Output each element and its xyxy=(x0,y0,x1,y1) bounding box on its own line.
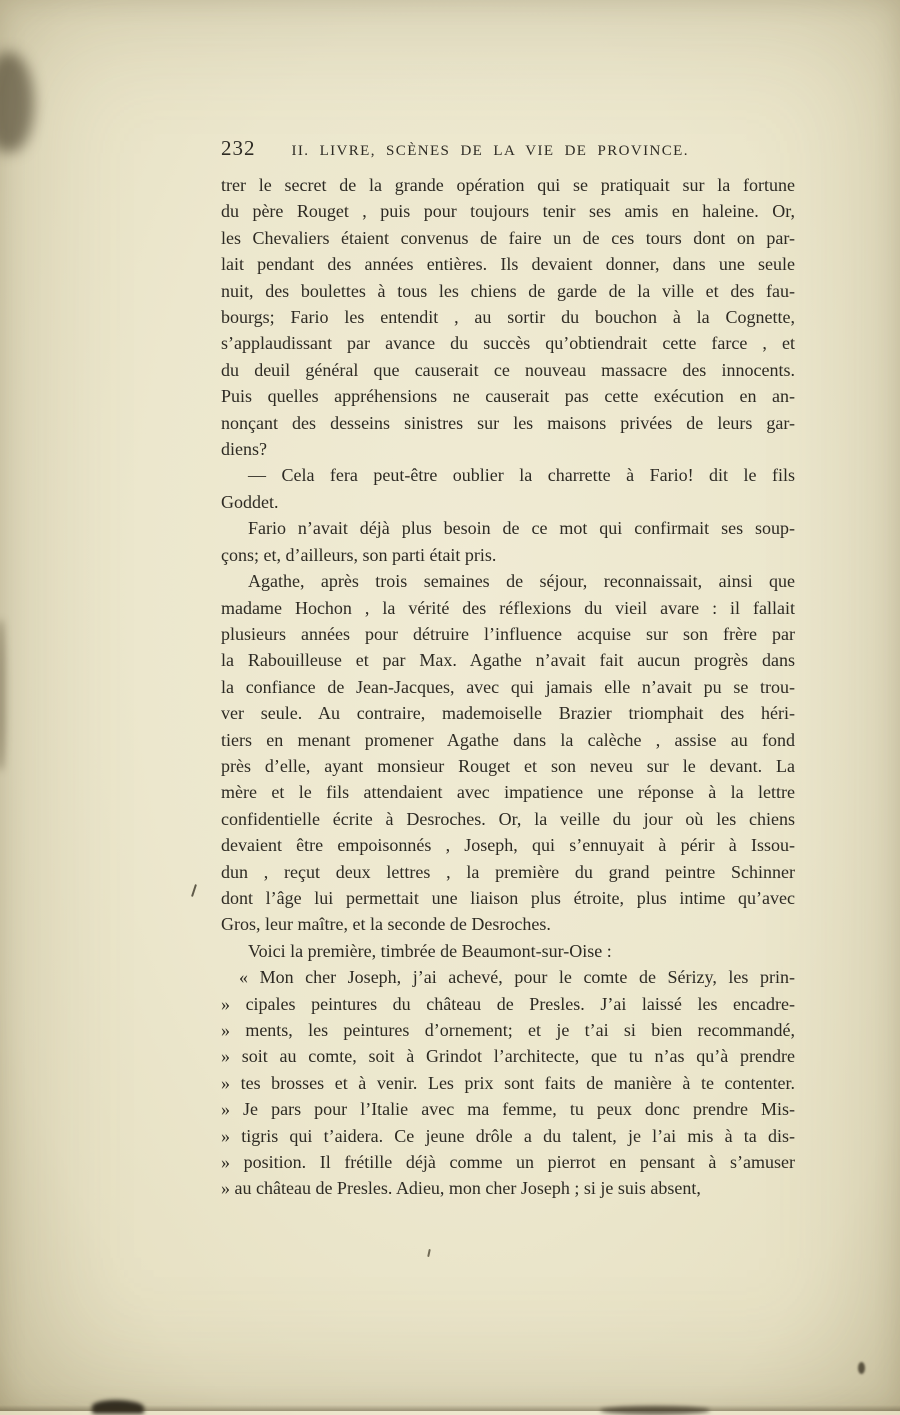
text-line: près d’elle, ayant monsieur Rouget et son neveu sur le devant. La xyxy=(221,755,795,776)
text-line: confidentielle écrite à Desroches. Or, la veille du jour où les chiens xyxy=(221,808,795,829)
text-line: bourgs; Fario les entendit , au sortir du bouchon à la Cognette, xyxy=(221,307,795,328)
text-line: nuit, des boulettes à tous les chiens de garde de la ville et des fau- xyxy=(221,280,795,301)
scan-artifact xyxy=(0,620,5,770)
text-line: dont l’âge lui permettait une liaison plus étroite, plus intime qu’avec xyxy=(221,887,795,908)
text-line: Agathe, après trois semaines de séjour, reconnaissait, ainsi que xyxy=(248,571,795,592)
text-line: diens? xyxy=(221,439,267,460)
paragraph xyxy=(221,964,795,1202)
text-line: » Je pars pour l’Italie avec ma femme, tu peux donc prendre Mis- xyxy=(221,1099,795,1120)
text-line: ver seule. Au contraire, mademoiselle Brazier triomphait des héri- xyxy=(221,703,795,724)
text-line: « Mon cher Joseph, j’ai achevé, pour le comte de Sérizy, les prin- xyxy=(239,967,795,988)
scan-artifact xyxy=(858,1362,865,1374)
text-line: s’applaudissant par avance du succès qu’obtiendrait cette farce , et xyxy=(221,333,795,354)
text-line: nonçant des desseins sinistres sur les maisons privées de leurs gar- xyxy=(221,412,795,433)
text-line: Puis quelles appréhensions ne causerait pas cette exécution en an- xyxy=(221,386,795,407)
text-line: Gros, leur maître, et la seconde de Desroches. xyxy=(221,914,551,935)
text-line: » soit au comte, soit à Grindot l’architecte, que tu n’as qu’à prendre xyxy=(221,1046,795,1067)
text-line: » ments, les peintures d’ornement; et je t’ai si bien recommandé, xyxy=(221,1020,795,1040)
scan-artifact xyxy=(191,884,197,897)
page-header xyxy=(221,136,793,161)
text-line: » tes brosses et à venir. Les prix sont faits de manière à te contenter. xyxy=(221,1072,795,1093)
paragraph xyxy=(221,172,795,462)
text-line: mère et le fils attendaient avec impatience une réponse à la lettre xyxy=(221,782,795,803)
text-line: la confiance de Jean-Jacques, avec qui jamais elle n’avait pu se trou- xyxy=(221,676,795,697)
text-line: la Rabouilleuse et par Max. Agathe n’avait fait aucun progrès dans xyxy=(221,650,795,671)
text-line: » au château de Presles. Adieu, mon cher Joseph ; si je suis absent, xyxy=(221,1178,701,1199)
paragraph xyxy=(221,515,795,568)
text-line: » cipales peintures du château de Presles. J’ai laissé les encadre- xyxy=(221,993,795,1014)
text-line: trer le secret de la grande opération qui se pratiquait sur la fortune xyxy=(221,175,795,195)
text-line: » tigris qui t’aidera. Ce jeune drôle a du talent, je l’ai mis à ta dis- xyxy=(221,1125,795,1146)
text-line: plusieurs années pour détruire l’influence acquise sur son frère par xyxy=(221,623,795,644)
text-line: — Cela fera peut-être oublier la charrette à Fario! dit le fils xyxy=(248,465,795,486)
scan-artifact xyxy=(0,1405,900,1411)
scan-artifact xyxy=(0,52,34,152)
text-line: tiers en menant promener Agathe dans la calèche , assise au fond xyxy=(221,729,795,750)
scan-artifact xyxy=(427,1249,431,1257)
text-line: Fario n’avait déjà plus besoin de ce mot qui confirmait ses soup- xyxy=(248,518,795,539)
paragraph xyxy=(221,568,795,938)
text-line: lait pendant des années entières. Ils devaient donner, dans une seule xyxy=(221,254,795,275)
page-number: 232 xyxy=(221,136,256,160)
text-line: les Chevaliers étaient convenus de faire un de ces tours dont on par- xyxy=(221,227,795,248)
text-line: Goddet. xyxy=(221,491,279,512)
text-line: madame Hochon , la vérité des réflexions du vieil avare : il fallait xyxy=(221,597,795,618)
running-title: II. LIVRE, SCÈNES DE LA VIE DE PROVINCE. xyxy=(291,143,689,159)
text-line: çons; et, d’ailleurs, son parti était pris. xyxy=(221,544,497,565)
text-line: Voici la première, timbrée de Beaumont-sur-Oise : xyxy=(248,940,612,961)
scan-artifact xyxy=(92,1400,144,1414)
text-line: du père Rouget , puis pour toujours tenir ses amis en haleine. Or, xyxy=(221,201,795,222)
text-block xyxy=(221,172,795,1202)
text-line: du deuil général que causerait ce nouveau massacre des innocents. xyxy=(221,359,795,380)
text-line: » position. Il frétille déjà comme un pierrot en pensant à s’amuser xyxy=(221,1152,795,1173)
paragraph xyxy=(221,462,795,515)
text-line: dun , reçut deux lettres , la première du grand peintre Schinner xyxy=(221,861,795,882)
text-line: devaient être empoisonnés , Joseph, qui s’ennuyait à périr à Issou- xyxy=(221,835,795,856)
paragraph xyxy=(221,938,795,964)
